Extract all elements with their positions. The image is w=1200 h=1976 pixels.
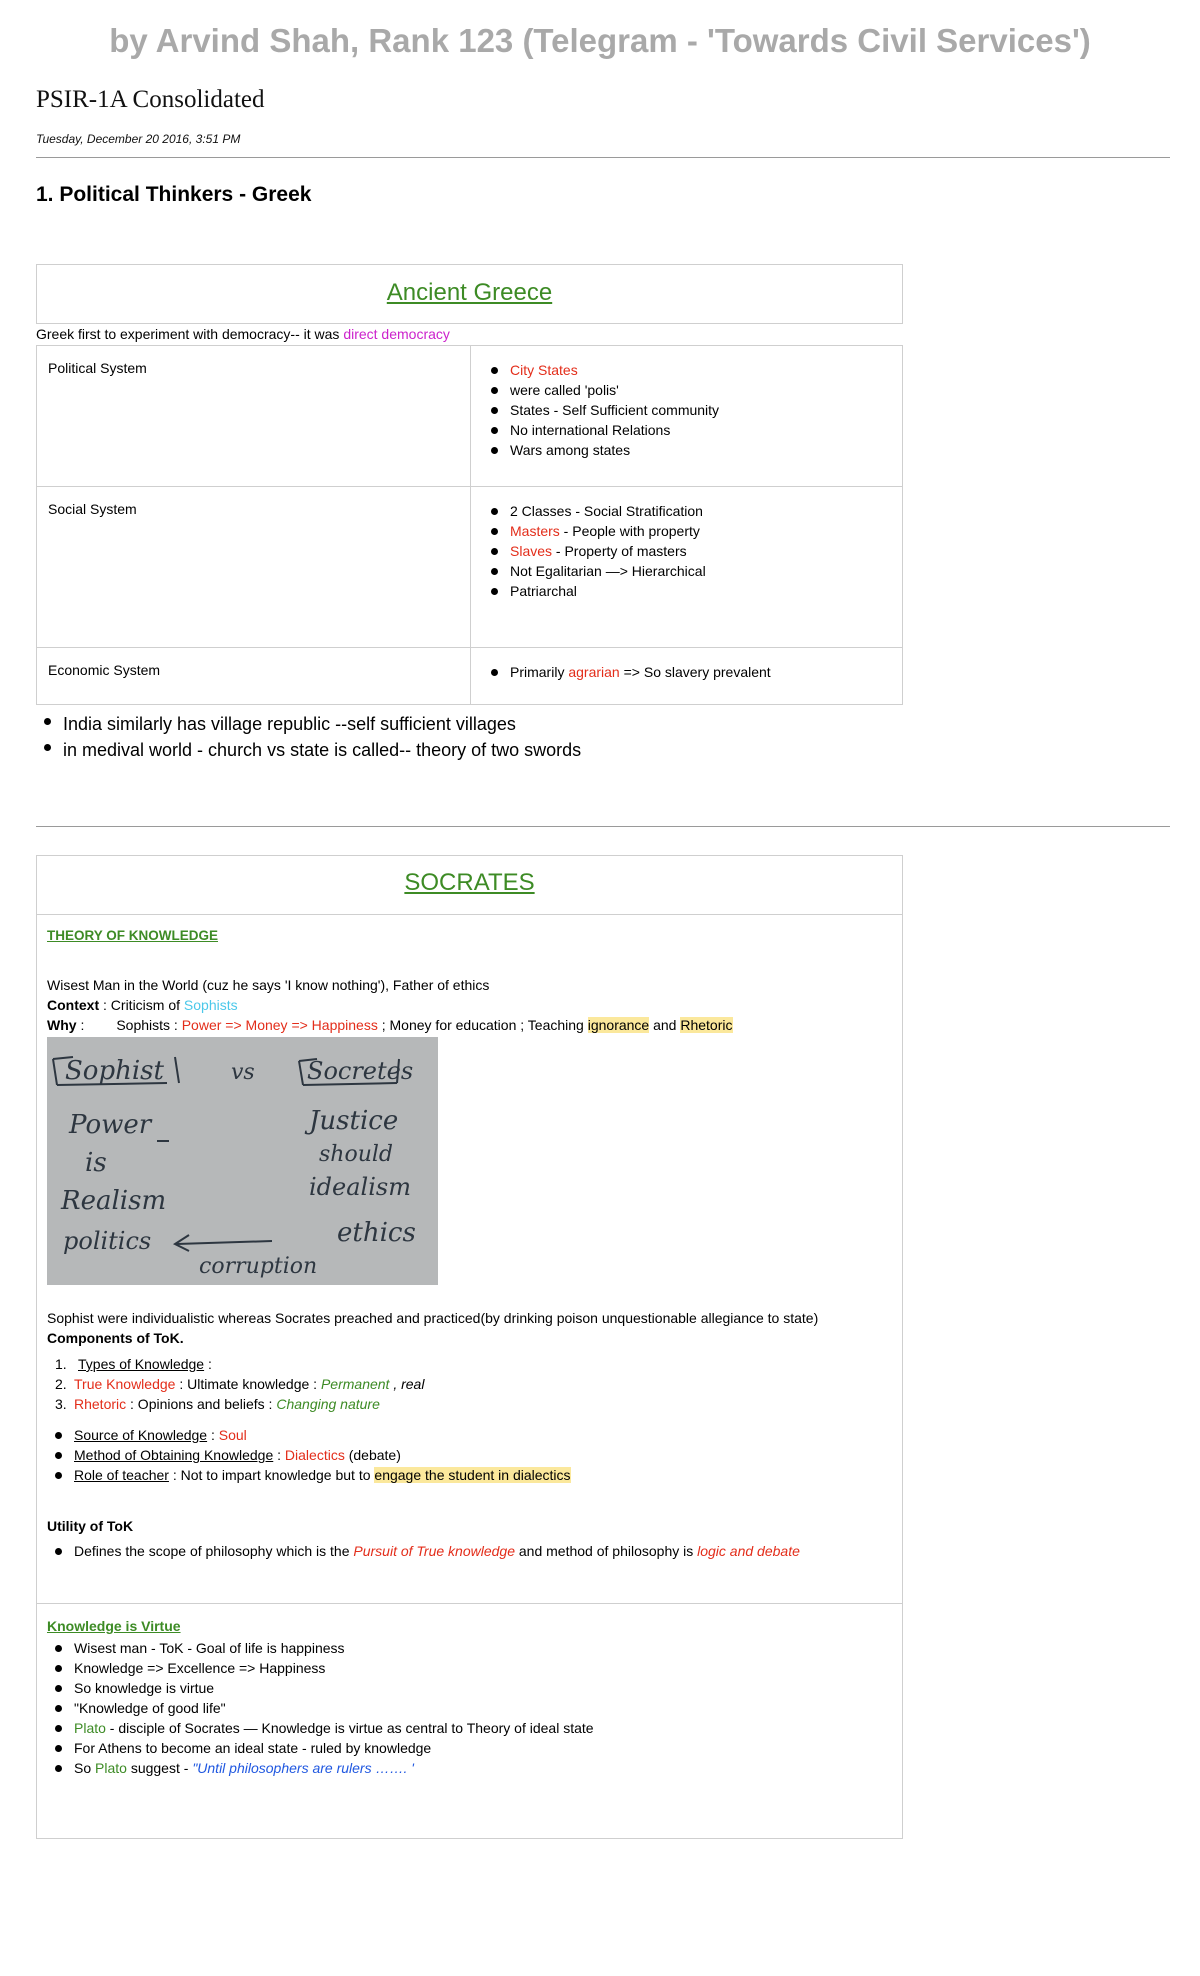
list-item: City States xyxy=(483,360,890,380)
list-item: Defines the scope of philosophy which is the Pursuit of True knowledge and method of philosophy is logic and debate xyxy=(47,1541,892,1561)
list-item: Wars among states xyxy=(483,440,890,460)
greece-intro: Greek first to experiment with democracy-- it was direct democracy xyxy=(36,326,450,342)
sketch-label: Power xyxy=(69,1110,152,1140)
sketch-label: Socretes xyxy=(307,1057,414,1085)
row-label: Political System xyxy=(37,346,471,486)
utility-heading: Utility of ToK xyxy=(47,1518,134,1534)
knowledge-types-list xyxy=(47,1354,892,1414)
table-row-social xyxy=(37,486,902,647)
sketch-label: Justice xyxy=(309,1106,399,1136)
sketch-label: idealism xyxy=(309,1173,411,1201)
list-item: Plato - disciple of Socrates — Knowledge is virtue as central to Theory of ideal state xyxy=(47,1718,892,1738)
list-item: 1. Types of Knowledge : xyxy=(55,1356,212,1372)
divider xyxy=(36,826,1170,827)
list-item: For Athens to become an ideal state - ruled by knowledge xyxy=(47,1738,892,1758)
sketch-label: Sophist xyxy=(65,1056,164,1086)
list-item: 3. Rhetoric : Opinions and beliefs : Changing nature xyxy=(55,1396,380,1412)
list-item: Role of teacher : Not to impart knowledge but to engage the student in dialectics xyxy=(47,1465,892,1485)
list-item: Not Egalitarian —> Hierarchical xyxy=(483,561,890,581)
tok-intro: Wisest Man in the World (cuz he says 'I know nothing'), Father of ethics Context : Criticism of Sophists Why : Sophists : Power => Money => Happiness ; Money for education ; Teaching ignorance and Rhetoric xyxy=(47,977,733,1033)
knowledge-sources-list xyxy=(47,1425,892,1485)
sketch-label: Realism xyxy=(61,1186,167,1216)
socrates-title: SOCRATES xyxy=(404,869,535,896)
knowledge-virtue-box xyxy=(36,1603,903,1839)
sketch-label: politics xyxy=(63,1227,152,1255)
row-content xyxy=(471,487,902,647)
tok-components: Sophist were individualistic whereas Socrates preached and practiced(by drinking poison unquestionable allegiance to state) Components of ToK. 1. Types of Knowledge : 2. True Knowledge : Ultimate knowledge : Permanent , real 3. Rhetoric : Opinions and beliefs : Changing nature Source of Knowledge : Soul Method of Obtaining Knowledge : Dialectics (debate) Role of teacher : Not to impart knowledge but to engage the student in dialectics Utility of ToK Defines the scope of philosophy which is the Pursuit of True knowledge and method of philosophy is logic and debate xyxy=(47,1308,892,1561)
watermark-text: by Arvind Shah, Rank 123 (Telegram - 'Towards Civil Services') xyxy=(109,22,1091,59)
greece-table xyxy=(36,345,903,705)
greece-notes xyxy=(36,711,581,763)
section-heading: 1. Political Thinkers - Greek xyxy=(36,183,312,206)
table-row-political xyxy=(37,346,902,486)
list-item: No international Relations xyxy=(483,420,890,440)
list-item: So knowledge is virtue xyxy=(47,1678,892,1698)
socrates-title-box xyxy=(36,855,903,915)
greece-title: Ancient Greece xyxy=(386,279,553,306)
sketch-label: corruption xyxy=(199,1254,318,1279)
list-item: "Knowledge of good life" xyxy=(47,1698,892,1718)
list-item: Wisest man - ToK - Goal of life is happiness xyxy=(47,1638,892,1658)
greece-title-box xyxy=(36,264,903,324)
list-item: Primarily agrarian => So slavery prevalent xyxy=(483,662,890,682)
kv-heading: Knowledge is Virtue xyxy=(47,1618,181,1634)
divider xyxy=(36,157,1170,158)
list-item: States - Self Sufficient community xyxy=(483,400,890,420)
tok-heading: THEORY OF KNOWLEDGE xyxy=(47,928,219,943)
table-row-economic xyxy=(37,647,902,704)
sketch-label: vs xyxy=(231,1060,255,1085)
direct-democracy: direct democracy xyxy=(343,326,450,342)
list-item: 2 Classes - Social Stratification xyxy=(483,501,890,521)
list-item: Source of Knowledge : Soul xyxy=(47,1425,892,1445)
sketch-label: ethics xyxy=(337,1218,416,1248)
list-item: Slaves - Property of masters xyxy=(483,541,890,561)
row-content xyxy=(471,648,902,704)
utility-list xyxy=(47,1541,892,1561)
row-label: Social System xyxy=(37,487,471,647)
list-item: Knowledge => Excellence => Happiness xyxy=(47,1658,892,1678)
page-title: PSIR-1A Consolidated xyxy=(36,86,265,113)
sketch-label: should xyxy=(319,1142,393,1167)
sketch-label: is xyxy=(85,1148,107,1178)
list-item: in medival world - church vs state is called-- theory of two swords xyxy=(36,737,581,763)
list-item: Masters - People with property xyxy=(483,521,890,541)
list-item: were called 'polis' xyxy=(483,380,890,400)
list-item: Patriarchal xyxy=(483,581,890,601)
sketch-drawing xyxy=(47,1037,438,1285)
handwritten-sketch-image xyxy=(47,1037,438,1285)
list-item: 2. True Knowledge : Ultimate knowledge : Permanent , real xyxy=(55,1376,425,1392)
row-label: Economic System xyxy=(37,648,471,704)
page-date: Tuesday, December 20 2016, 3:51 PM xyxy=(36,132,241,146)
kv-list xyxy=(47,1638,892,1778)
list-item: Method of Obtaining Knowledge : Dialectics (debate) xyxy=(47,1445,892,1465)
list-item: So Plato suggest - "Until philosophers are rulers ……. ' xyxy=(47,1758,892,1778)
row-content xyxy=(471,346,902,486)
list-item: India similarly has village republic --self sufficient villages xyxy=(36,711,581,737)
